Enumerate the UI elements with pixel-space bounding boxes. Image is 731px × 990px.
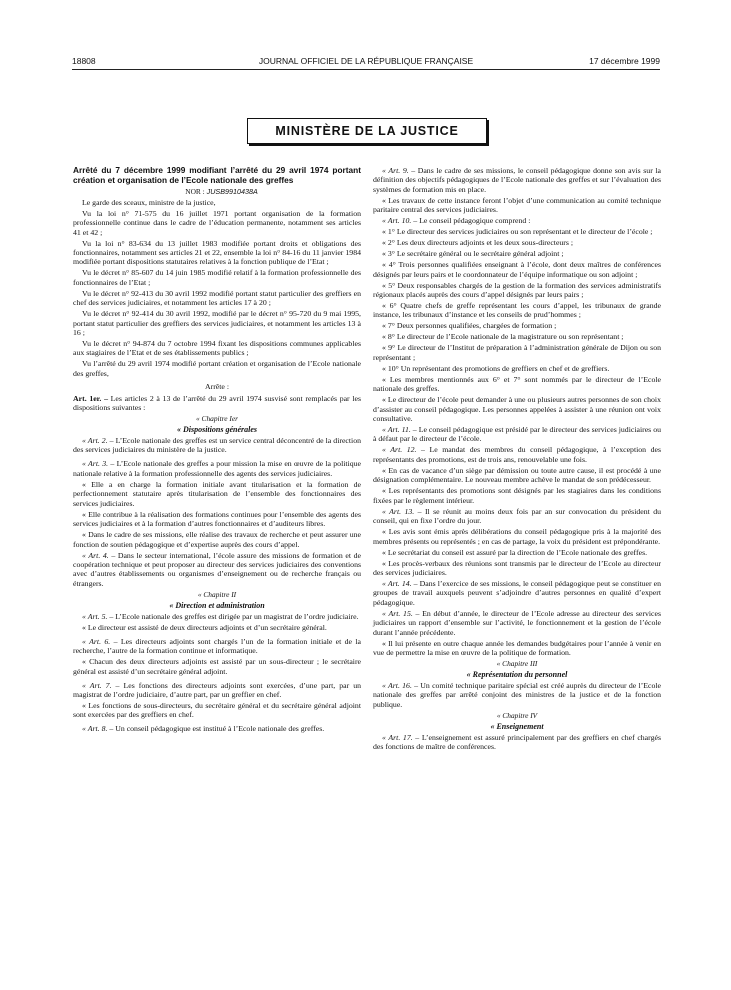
paragraph: « Les procès-verbaux des réunions sont transmis par le directeur de l’Ecole au directeur des services judiciaires. — [373, 558, 661, 577]
article-13 — [373, 507, 661, 526]
article-label: « Art. 13. – — [382, 506, 422, 516]
article-label: « Art. 10. – — [382, 216, 418, 226]
journal-title: JOURNAL OFFICIEL DE LA RÉPUBLIQUE FRANÇAISE — [258, 56, 474, 66]
article-15 — [373, 609, 661, 637]
nor-label: NOR : — [185, 186, 205, 196]
article-6 — [73, 637, 361, 656]
paragraph: « Les représentants des promotions sont désignés par les stagiaires dans les conditions fixées par le règlement intérieur. — [373, 486, 661, 505]
list-item: « 10° Un représentant des promotions de greffiers en chef et de greffiers. — [382, 363, 610, 373]
article-label: Art. 1er. – — [73, 393, 108, 403]
paragraph: « Les fonctions de sous-directeurs, du secrétaire général et du secrétaire général adjoint sont exercées par des greffiers en chef. — [73, 700, 361, 720]
article-11 — [373, 425, 661, 444]
paragraph: Vu le décret n° 92-414 du 30 avril 1992, modifié par le décret n° 95-720 du 9 mai 1995, portant statut particulier des greffiers des services judiciaires, et notamment les articles 13 à 16 ; — [73, 309, 361, 338]
chapter-title: « Dispositions générales — [176, 425, 257, 435]
article-label: « Art. 11. – — [382, 425, 417, 435]
article-text: L’enseignement est assuré principalement par des greffiers en chef chargés des fonctions de maître de conférences. — [373, 732, 661, 752]
paragraph: Vu le décret n° 92-413 du 30 avril 1992 modifié portant statut particulier des greffiers en chef des services judiciaires, et notamment les articles 17 à 20 ; — [73, 288, 361, 308]
article-label: « Art. 3. – — [82, 459, 115, 469]
article-text: Les articles 2 à 13 de l’arrêté du 29 avril 1974 susvisé sont remplacés par les dispositions suivantes : — [73, 393, 361, 413]
article-label: « Art. 7. – — [82, 680, 120, 690]
article-1 — [73, 394, 361, 413]
article-label: « Art. 6. – — [82, 636, 118, 646]
list-item: « 3° Le secrétaire général ou le secrétaire général adjoint ; — [382, 249, 564, 259]
paragraph: « Il lui présente en outre chaque année les demandes budgétaires pour l’année à venir en vue de permettre la mise en œuvre de la politique de formation. — [373, 638, 661, 657]
article-label: « Art. 8. – — [82, 724, 114, 734]
ministry-title: MINISTÈRE DE LA JUSTICE — [275, 124, 459, 138]
article-text: Le conseil pédagogique est présidé par le directeur des services judiciaires ou à défaut par le directeur de l’école. — [373, 425, 662, 444]
article-label: « Art. 16. – — [382, 680, 419, 690]
article-8 — [73, 724, 361, 733]
paragraph: « Le secrétariat du conseil est assuré par la direction de l’Ecole nationale des greffes. — [382, 547, 648, 557]
page-number: 18808 — [72, 56, 96, 66]
list-item: « 6° Quatre chefs de greffe représentant les cours d’appel, les tribunaux de grande instance, les tribunaux d’instance et les conseils de prud’hommes ; — [373, 301, 661, 320]
article-text: Il se réunit au moins deux fois par an sur convocation du président du conseil, qui en fixe l’ordre du jour. — [373, 506, 661, 526]
right-column — [373, 166, 661, 753]
article-text: L’Ecole nationale des greffes est un service central déconcentré de la direction des services judiciaires du ministère de la justice. — [73, 436, 362, 455]
chapter-heading: « Chapitre IV — [496, 710, 538, 720]
article-text: Le conseil pédagogique comprend : — [419, 216, 531, 226]
list-item: « 9° Le directeur de l’Institut de préparation à l’administration générale de Dijon ou son représentant ; — [373, 343, 661, 362]
article-5 — [73, 612, 361, 621]
paragraph: « Les travaux de cette instance feront l’objet d’une communication au comité technique paritaire central des services judiciaires. — [373, 195, 661, 215]
paragraph: Vu la loi n° 71-575 du 16 juillet 1971 portant organisation de la formation professionnelle continue dans le cadre de l’éducation permanente, notamment ses articles 41 et 42 ; — [73, 208, 361, 237]
article-12 — [373, 445, 661, 464]
article-label: « Art. 9. – — [382, 166, 416, 175]
paragraph: Le garde des sceaux, ministre de la justice, — [82, 197, 216, 207]
chapter-heading: « Chapitre Ier — [195, 414, 238, 424]
list-item: « 4° Trois personnes qualifiées enseignant à l’école, dont deux maîtres de conférences désignés par leurs pairs et le coordonnateur de l’équipe informatique ou son adjoint ; — [373, 260, 661, 279]
paragraph: Vu le décret n° 94-874 du 7 octobre 1994 fixant les dispositions communes applicables aux stagiaires de l’Etat et de ses établissements publics ; — [73, 339, 361, 358]
article-label: « Art. 17. – — [382, 732, 420, 742]
chapter-heading: « Chapitre II — [197, 589, 237, 599]
paragraph: Vu l’arrêté du 29 avril 1974 modifié portant création et organisation de l’Ecole nationale des greffes, — [73, 359, 361, 378]
header-rule — [72, 69, 660, 70]
paragraph: « Elle contribue à la réalisation des formations continues pour l’ensemble des agents des services judiciaires et à la formation d’autres fonctionnaires et d’auditeurs libres. — [73, 509, 361, 529]
article-text: Les fonctions des directeurs adjoints sont exercées, d’une part, par un magistrat de l’ordre judiciaire, d’autre part, par un greffier en chef. — [73, 680, 362, 699]
paragraph: « Elle a en charge la formation initiale avant titularisation et la formation de perfectionnement statutaire après titularisation de l’ensemble des fonctionnaires des services judiciaires. — [73, 479, 361, 508]
article-16 — [373, 681, 661, 709]
article-9 — [373, 166, 661, 194]
decree-title: Arrêté du 7 décembre 1999 modifiant l’arrêté du 29 avril 1974 portant création et organisation de l’Ecole nationale des greffes — [73, 165, 361, 185]
arrete-line: Arrête : — [204, 382, 230, 392]
article-label: « Art. 15. – — [382, 608, 420, 618]
nor-reference — [73, 187, 361, 196]
paragraph: Vu le décret n° 85-607 du 14 juin 1985 modifié relatif à la formation professionnelle des fonctionnaires de l’Etat ; — [73, 268, 361, 287]
chapter-heading: « Chapitre III — [496, 658, 538, 668]
article-7 — [73, 681, 361, 700]
article-text: En début d’année, le directeur de l’Ecole adresse au directeur des services judiciaires un rapport d’ensemble sur l’activité, le fonctionnement et la gestion de l’école durant l’année précédente. — [373, 608, 662, 637]
paragraph: « En cas de vacance d’un siège par démission ou toute autre cause, il est procédé à une désignation complémentaire. Le nouveau membre achève le mandat de son prédécesseur. — [373, 465, 661, 485]
paragraph: « Le directeur est assisté de deux directeurs adjoints et d’un secrétaire général. — [82, 622, 327, 632]
article-3 — [73, 459, 361, 478]
article-text: Dans l’exercice de ses missions, le conseil pédagogique peut se constituer en groupes de travail auxquels peuvent s’adjoindre d’autres personnes en qualité d’expert pédagogique. — [373, 578, 661, 607]
paragraph: « Dans le cadre de ses missions, elle réalise des travaux de recherche et peut assurer une fonction de soutien pédagogique et d’expertise auprès des cours d’appel. — [73, 530, 361, 549]
paragraph: « Les membres mentionnés aux 6° et 7° sont nommés par le directeur de l’Ecole nationale des greffes. — [373, 374, 661, 394]
chapter-title: « Enseignement — [490, 721, 544, 731]
article-14 — [373, 579, 661, 607]
list-item: « 8° Le directeur de l’Ecole nationale de la magistrature ou son représentant ; — [382, 332, 624, 342]
paragraph: « Chacun des deux directeurs adjoints est assisté par un sous-directeur ; le secrétaire général est assisté d’un secrétaire général adjoint. — [73, 657, 361, 676]
article-text: Un comité technique paritaire spécial est créé auprès du directeur de l’Ecole nationale des greffes par arrêté conjoint des ministres de la justice et de la fonction publique. — [373, 680, 661, 709]
article-text: Un conseil pédagogique est institué à l’Ecole nationale des greffes. — [115, 724, 325, 734]
left-column — [73, 166, 361, 735]
list-item: « 2° Les deux directeurs adjoints et les deux sous-directeurs ; — [382, 238, 574, 248]
list-item: « 1° Le directeur des services judiciaires ou son représentant et le directeur de l’école ; — [382, 227, 653, 237]
article-label: « Art. 4. – — [82, 550, 116, 560]
article-text: Dans le secteur international, l’école assure des missions de formation et de coopération technique et peut proposer au directeur des services judiciaires des conventions avec d’autres établissements ou organismes d’enseignement ou de recherche français ou étrangers. — [73, 550, 362, 588]
paragraph: « Les avis sont émis après délibérations du conseil pédagogique pris à la majorité des membres présents ou représentés ; en cas de partage, la voix du président est prépondérante. — [373, 527, 661, 546]
article-text: L’Ecole nationale des greffes a pour mission la mise en œuvre de la politique nationale relative à la formation professionnelle des agents des services judiciaires. — [73, 459, 362, 478]
ministry-box — [247, 118, 487, 144]
nor-code: JUSB9910438A — [206, 186, 258, 196]
issue-date: 17 décembre 1999 — [589, 56, 660, 66]
article-text: Dans le cadre de ses missions, le conseil pédagogique donne son avis sur la définition des objectifs pédagogiques de l’Ecole nationale des greffes et sur l’évaluation des systèmes de formation mis en place. — [373, 166, 661, 194]
article-label: « Art. 14. – — [382, 578, 418, 588]
chapter-title: « Direction et administration — [169, 600, 265, 610]
article-text: Le mandat des membres du conseil pédagogique, à l’exception des représentants des promotions, est de trois ans, renouvelable une fois. — [373, 445, 662, 464]
article-label: « Art. 12. – — [382, 445, 425, 455]
article-2 — [73, 436, 361, 455]
article-text: Les directeurs adjoints sont chargés l’un de la formation initiale et de la recherche, l’autre de la formation continue et informatique. — [73, 636, 362, 656]
paragraph: « Le directeur de l’école peut demander à une ou plusieurs autres personnes de son choix d’assister au conseil pédagogique. Les personnes appelées à assister à une réunion ont voix consultative. — [373, 395, 661, 424]
list-item: « 7° Deux personnes qualifiées, chargées de formation ; — [382, 321, 557, 331]
article-10 — [373, 216, 661, 225]
page-header — [72, 56, 660, 68]
article-4 — [73, 551, 361, 589]
article-text: L’Ecole nationale des greffes est dirigée par un magistrat de l’ordre judiciaire. — [115, 611, 359, 621]
paragraph: Vu la loi n° 83-634 du 13 juillet 1983 modifiée portant droits et obligations des fonctionnaires, notamment ses articles 21 et 22, ensemble la loi n° 84-16 du 11 janvier 1984 modifiée portant dispositions statutaires relatives à la fonction publique de l’Etat ; — [73, 238, 361, 267]
article-label: « Art. 2. – — [82, 436, 114, 446]
chapter-title: « Représentation du personnel — [466, 669, 568, 679]
list-item: « 5° Deux responsables chargés de la gestion de la formation des services administratifs régionaux placés auprès des cours d’appel désignés par leurs pairs ; — [373, 280, 661, 300]
article-label: « Art. 5. – — [82, 611, 114, 621]
article-17 — [373, 733, 661, 752]
